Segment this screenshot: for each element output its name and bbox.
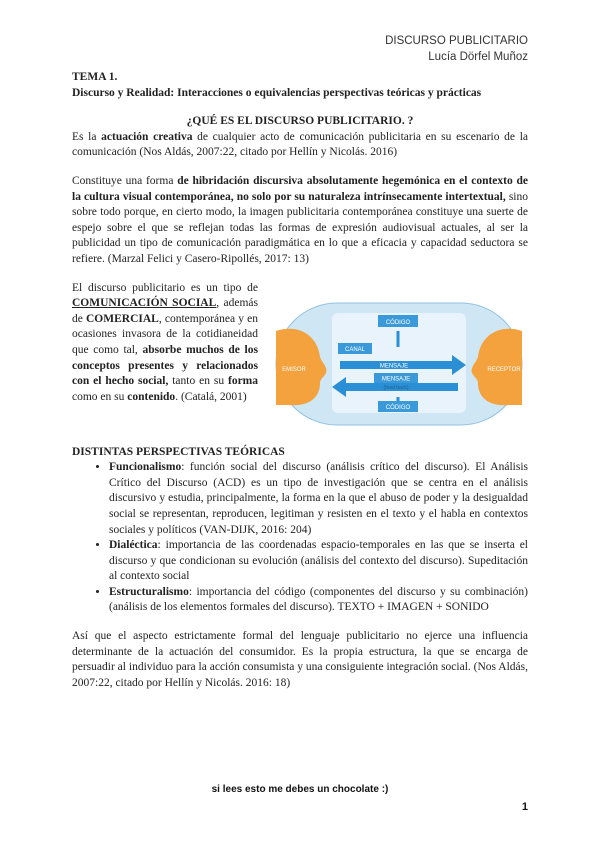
tema-subtitle: Discurso y Realidad: Interacciones o equivalencias perspectivas teóricas y prácticas <box>72 86 482 99</box>
perspective-dialectica: • Dialéctica: importancia de las coordenadas espacio-temporales en las que se inserta el discurso y que condicionan su evolución (análisis del contexto del discurso). Supeditación al contexto social <box>109 538 528 585</box>
codigo-bottom-label: CÓDIGO <box>385 404 411 411</box>
mensaje-top-label: MENSAJE <box>379 363 409 370</box>
perspective-estructuralismo: • Estructuralismo: importancia del código (componentes del discurso y su combinación) (análisis de los elementos formales del discurso). TEXTO + IMAGEN + SONIDO <box>109 585 528 616</box>
document-body <box>72 70 528 691</box>
tema-number: TEMA 1. <box>72 71 118 83</box>
paragraph-social-communication: El discurso publicitario es un tipo de COMUNICACIÓN SOCIAL, además de COMERCIAL, contemporánea y en ocasiones invasora de la cotidianeidad que como tal, absorbe muchos de los conceptos presentes y relacionados con el hecho social, tanto en su forma como en su contenido. (Catalá, 2001) <box>72 281 258 403</box>
emisor-label: EMISOR <box>282 366 306 373</box>
footer-note: si lees esto me debes un chocolate :) <box>211 784 389 795</box>
page-number: 1 <box>521 801 528 813</box>
feedback-label: (feed back) <box>383 384 409 391</box>
paragraph-hybridization: Constituye una forma de hibridación discursiva absolutamente hegemónica en el contexto de la cultura visual contemporánea, no solo por su naturaleza intrínsecamente intertextual, sino sobre todo porque, en cierto modo, la imagen publicitaria contemporánea constituye una suerte de espejo sobre el que se reflejan todas las formas de expresión audiovisual actuales, al ser la publicidad un tipo de comunicación paradigmática en lo que a eficacia y capacidad seductora se refiere. (Marzal Felici y Casero-Ripollés, 2017: 13) <box>72 174 529 265</box>
communication-diagram <box>270 293 528 433</box>
canal-label: CANAL <box>344 346 366 353</box>
page-header <box>385 33 528 65</box>
perspectives-list <box>72 460 528 616</box>
codigo-top-label: CÓDIGO <box>385 319 411 326</box>
mensaje-bottom-label: MENSAJE <box>381 376 411 383</box>
receptor-label: RECEPTOR <box>487 366 521 373</box>
section-question: ¿QUÉ ES EL DISCURSO PUBLICITARIO. ? <box>186 115 414 128</box>
header-author: Lucía Dörfel Muñoz <box>428 51 528 63</box>
paragraph-conclusion: Así que el aspecto estrictamente formal del lenguaje publicitario no ejerce una influencia determinante de la actuación del consumidor. Es la propia estructura, la que se encarga de persuadir al individuo para la acción consumista y una consiguiente integración social. (Nos Aldás, 2007:22, citado por Hellín y Nicolás. 2016: 18) <box>72 630 528 689</box>
social-communication-block <box>72 281 528 433</box>
perspectives-heading: DISTINTAS PERSPECTIVAS TEÓRICAS <box>72 445 285 458</box>
header-title: DISCURSO PUBLICITARIO <box>385 35 528 47</box>
paragraph-definition: Es la actuación creativa de cualquier acto de comunicación publicitaria en su escenario de la comunicación (Nos Aldás, 2007:22, citado por Hellín y Nicolás. 2016) <box>72 130 528 159</box>
perspective-funcionalismo: • Funcionalismo: función social del discurso (análisis crítico del discurso). El Análisis Crítico del Discurso (ACD) es un tipo de investigación que se centra en el análisis discursivo y estudia, principalmente, la forma en la que el abuso de poder y la desigualdad social se representan, reproducen, legitiman y resisten en el texto y el habla en contextos sociales y políticos (VAN-DIJK, 2016: 204) <box>109 460 528 538</box>
